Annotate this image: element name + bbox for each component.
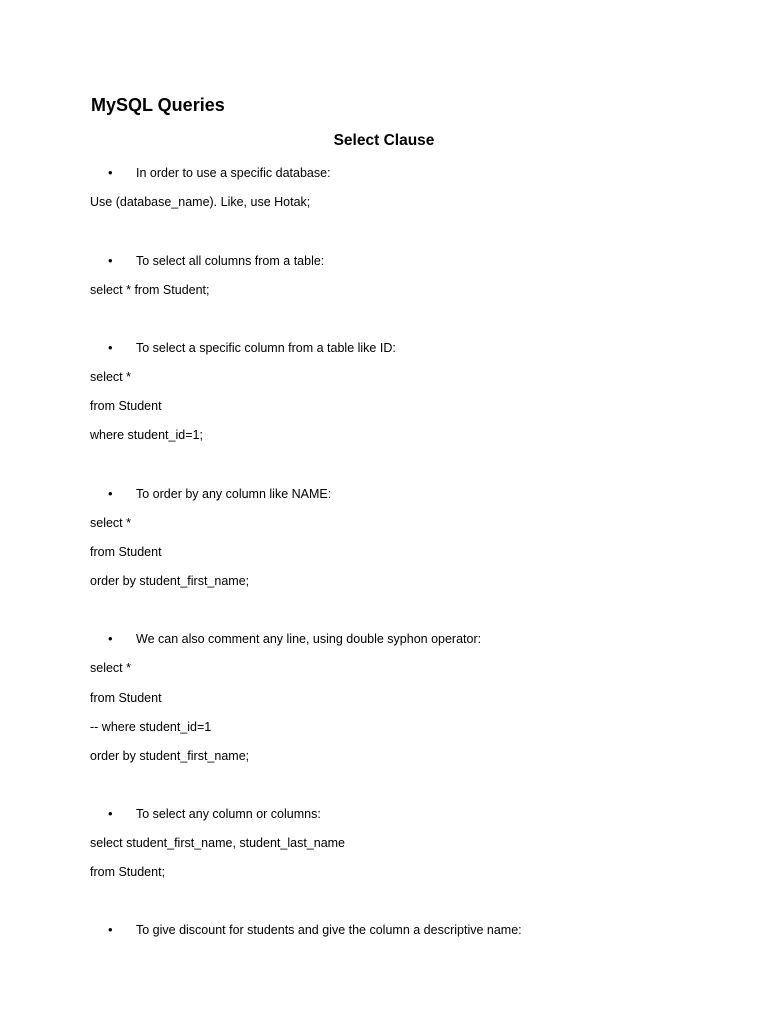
bullet-text: To select all columns from a table: [136, 254, 325, 268]
bullet-icon: • [108, 486, 113, 501]
bullet-text: In order to use a specific database: [136, 166, 331, 180]
bullet-text: To select a specific column from a table like ID: [136, 341, 396, 355]
document-title: MySQL Queries [91, 95, 225, 115]
bullet-text: We can also comment any line, using double syphon operator: [136, 632, 482, 646]
bullet-text: To order by any column like NAME: [136, 487, 332, 501]
query-line: select * [90, 661, 131, 675]
bullet-icon: • [108, 340, 113, 355]
bullet-text: To give discount for students and give the column a descriptive name: [136, 923, 522, 937]
query-line: order by student_first_name; [90, 749, 250, 763]
query-line: from Student; [90, 865, 166, 879]
bullet-icon: • [108, 806, 113, 821]
bullet-text: To select any column or columns: [136, 807, 321, 821]
query-line: from Student [90, 545, 162, 559]
query-line: order by student_first_name; [90, 574, 250, 588]
query-line: from Student [90, 691, 162, 705]
bullet-icon: • [108, 631, 113, 646]
bullet-icon: • [108, 922, 113, 937]
query-line: select * [90, 370, 131, 384]
bullet-icon: • [108, 165, 113, 180]
query-line: Use (database_name). Like, use Hotak; [90, 195, 311, 209]
section-heading: Select Clause [333, 132, 435, 149]
query-line: from Student [90, 399, 162, 413]
bullet-icon: • [108, 253, 113, 268]
query-line: select * from Student; [90, 283, 210, 297]
query-line: where student_id=1; [90, 428, 203, 442]
query-line: select student_first_name, student_last_name [90, 836, 346, 850]
query-line: select * [90, 516, 131, 530]
query-line: -- where student_id=1 [90, 720, 212, 734]
